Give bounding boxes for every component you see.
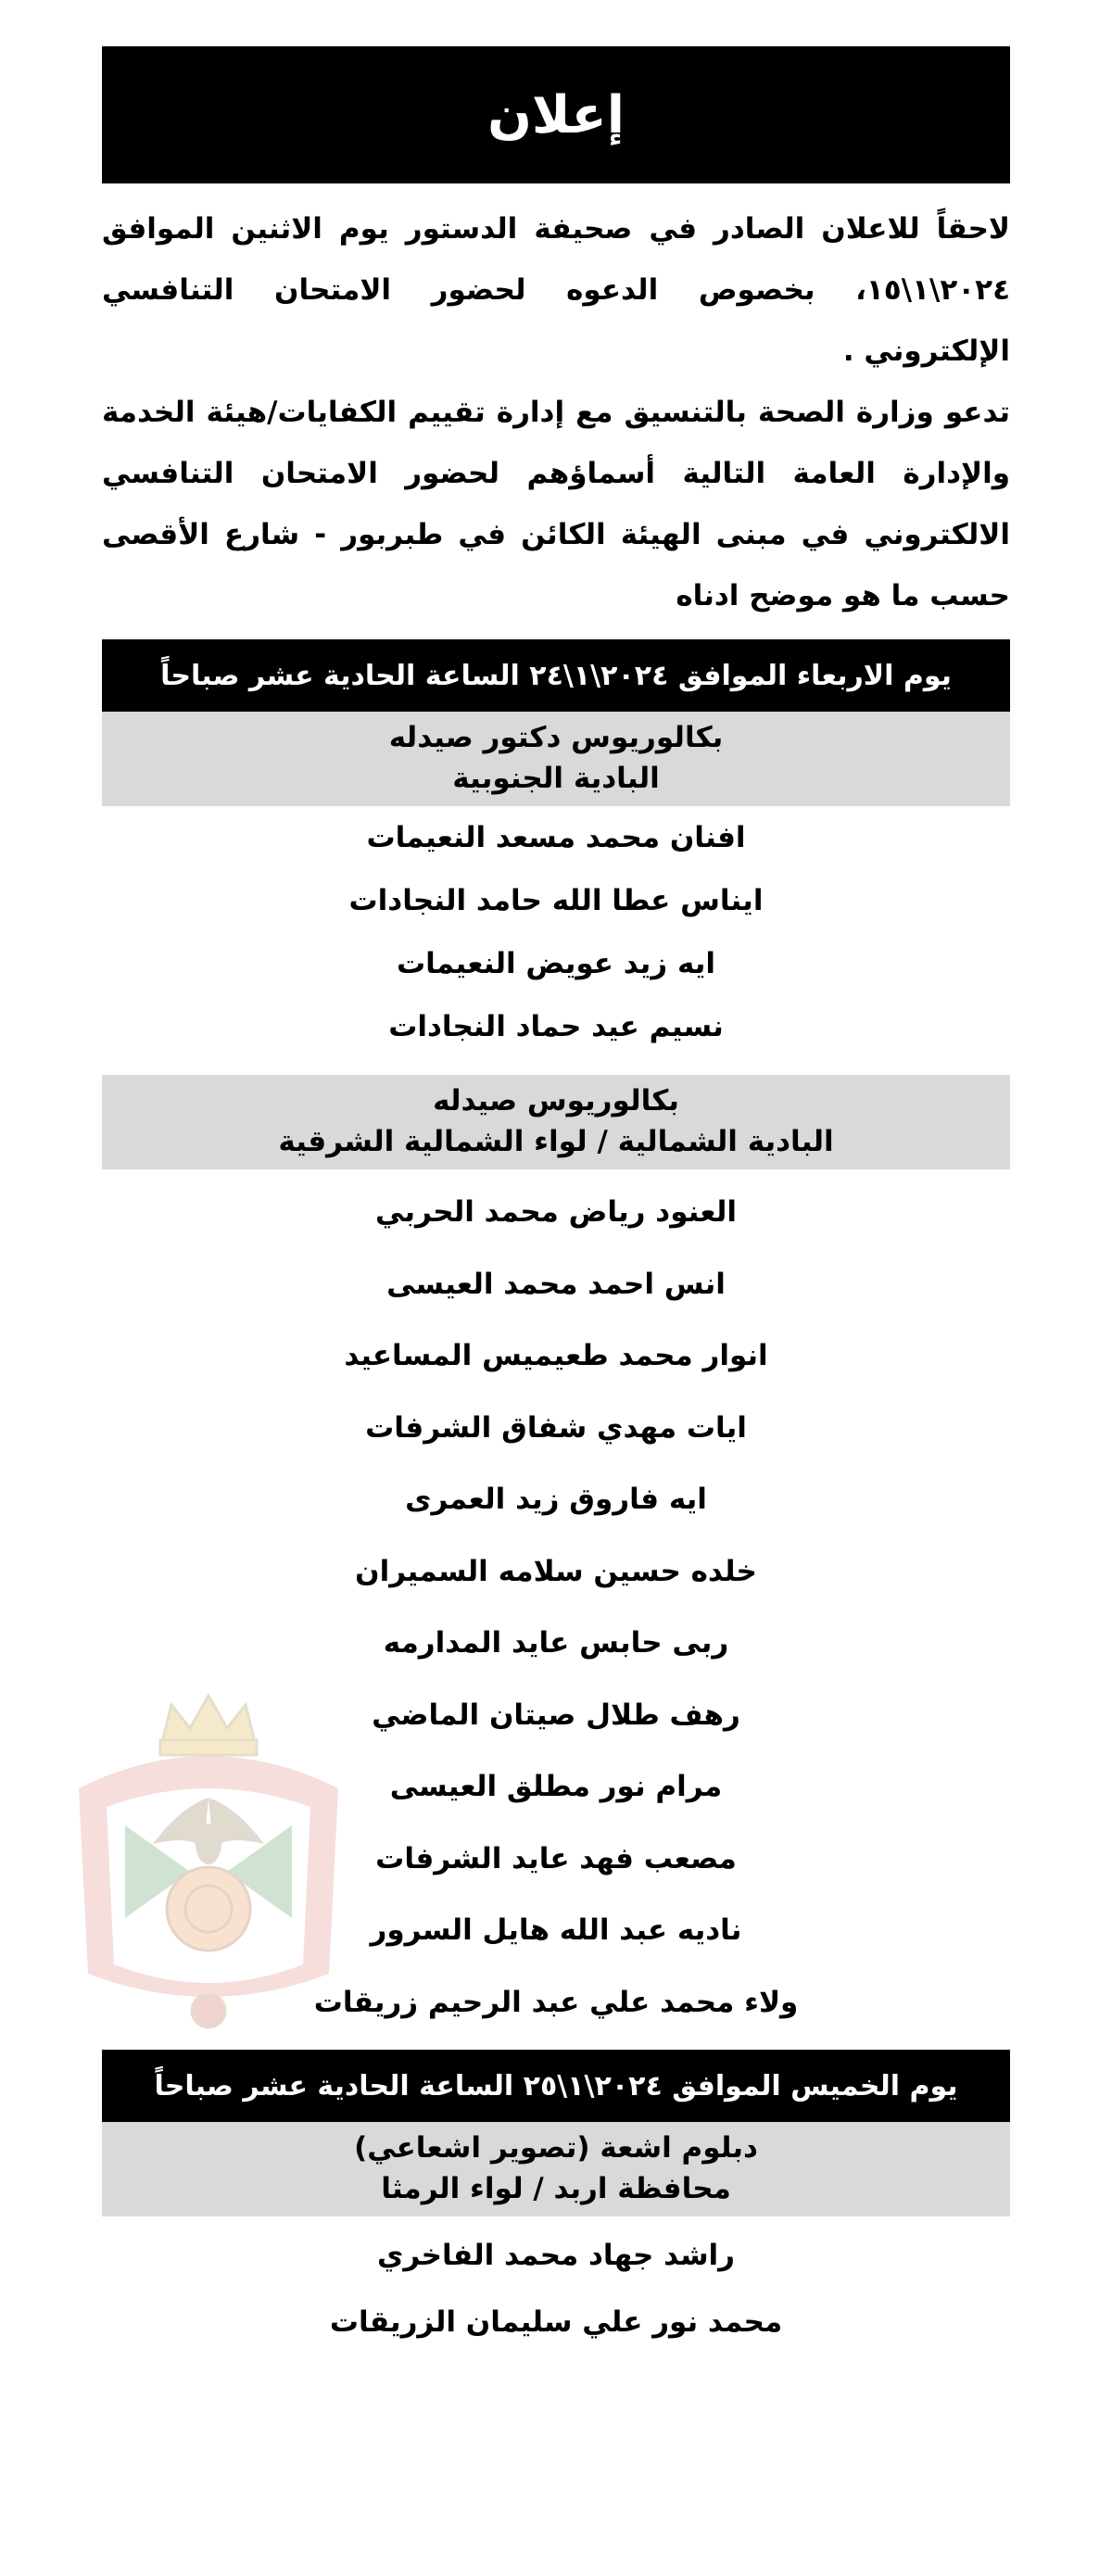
- group-degree: بكالوريوس صيدله: [433, 1084, 679, 1118]
- list-item: ايه زيد عويض النعيمات: [396, 947, 716, 980]
- list-item: رهف طلال صيتان الماضي: [372, 1698, 740, 1732]
- list-item: افنان محمد مسعد النعيمات: [366, 821, 746, 854]
- list-item: انس احمد محمد العيسى: [386, 1267, 726, 1301]
- names-list: [102, 806, 1010, 1058]
- list-item: مصعب فهد عايد الشرفات: [375, 1841, 737, 1875]
- list-item: مرام نور مطلق العيسى: [389, 1770, 723, 1803]
- group-degree: دبلوم اشعة (تصوير اشعاعي): [354, 2131, 758, 2165]
- list-item: محمد نور علي سليمان الزريقات: [329, 2305, 783, 2339]
- list-item: راشد جهاد محمد الفاخري: [376, 2239, 736, 2272]
- crown-icon: [160, 1696, 257, 1755]
- group-region: البادية الشمالية / لواء الشمالية الشرقية: [278, 1125, 834, 1158]
- group-header: [102, 712, 1010, 806]
- list-item: ايه فاروق زيد العمرى: [405, 1483, 707, 1516]
- list-item: ايناس عطا الله حامد النجادات: [348, 884, 764, 917]
- group-header: [102, 1075, 1010, 1169]
- day2-heading: يوم الخميس الموافق ٢٠٢٤\١\٢٥ الساعة الحادية عشر صباحاً: [154, 2069, 958, 2102]
- list-item: نسيم عيد حماد النجادات: [388, 1010, 724, 1043]
- intro-paragraph-2: تدعو وزارة الصحة بالتنسيق مع إدارة تقييم الكفايات/هيئة الخدمة والإدارة العامة التالية أسماؤهم لحضور الامتحان التنافسي الالكتروني في مبنى الهيئة الكائن في طبربور - شارع الأقصى حسب ما هو موضح ادناه: [102, 396, 1010, 612]
- group-region: محافظة اربد / لواء الرمثا: [381, 2172, 731, 2205]
- group-degree: بكالوريوس دكتور صيدله: [388, 721, 724, 754]
- names-list: [102, 2216, 1010, 2355]
- list-item: ايات مهدي شفاق الشرفات: [365, 1410, 747, 1445]
- announcement-title-bar: [102, 46, 1010, 183]
- jordan-coat-of-arms-icon: [51, 1686, 366, 2057]
- list-item: انوار محمد طعيميس المساعيد: [344, 1339, 768, 1372]
- group-header: [102, 2122, 1010, 2216]
- list-item: ولاء محمد علي عبد الرحيم زريقات: [313, 1985, 799, 2019]
- announcement-title: إعلان: [487, 84, 625, 145]
- day1-heading-bar: [102, 639, 1010, 712]
- intro-paragraph-1: لاحقاً للاعلان الصادر في صحيفة الدستور يوم الاثنين الموافق ٢٠٢٤\١\١٥، بخصوص الدعوه لحضور الامتحان التنافسي الإلكتروني .: [102, 212, 1010, 368]
- list-item: خلده حسين سلامه السميران: [355, 1554, 757, 1588]
- list-item: ناديه عبد الله هايل السرور: [370, 1913, 742, 1947]
- day2-heading-bar: [102, 2050, 1010, 2122]
- day1-heading: يوم الاربعاء الموافق ٢٠٢٤\١\٢٤ الساعة الحادية عشر صباحاً: [160, 659, 952, 692]
- list-item: العنود رياض محمد الحربي: [374, 1195, 738, 1229]
- intro-text: [102, 198, 1010, 626]
- group-region: البادية الجنوبية: [452, 762, 660, 795]
- list-item: ربى حابس عايد المدارمه: [383, 1626, 729, 1660]
